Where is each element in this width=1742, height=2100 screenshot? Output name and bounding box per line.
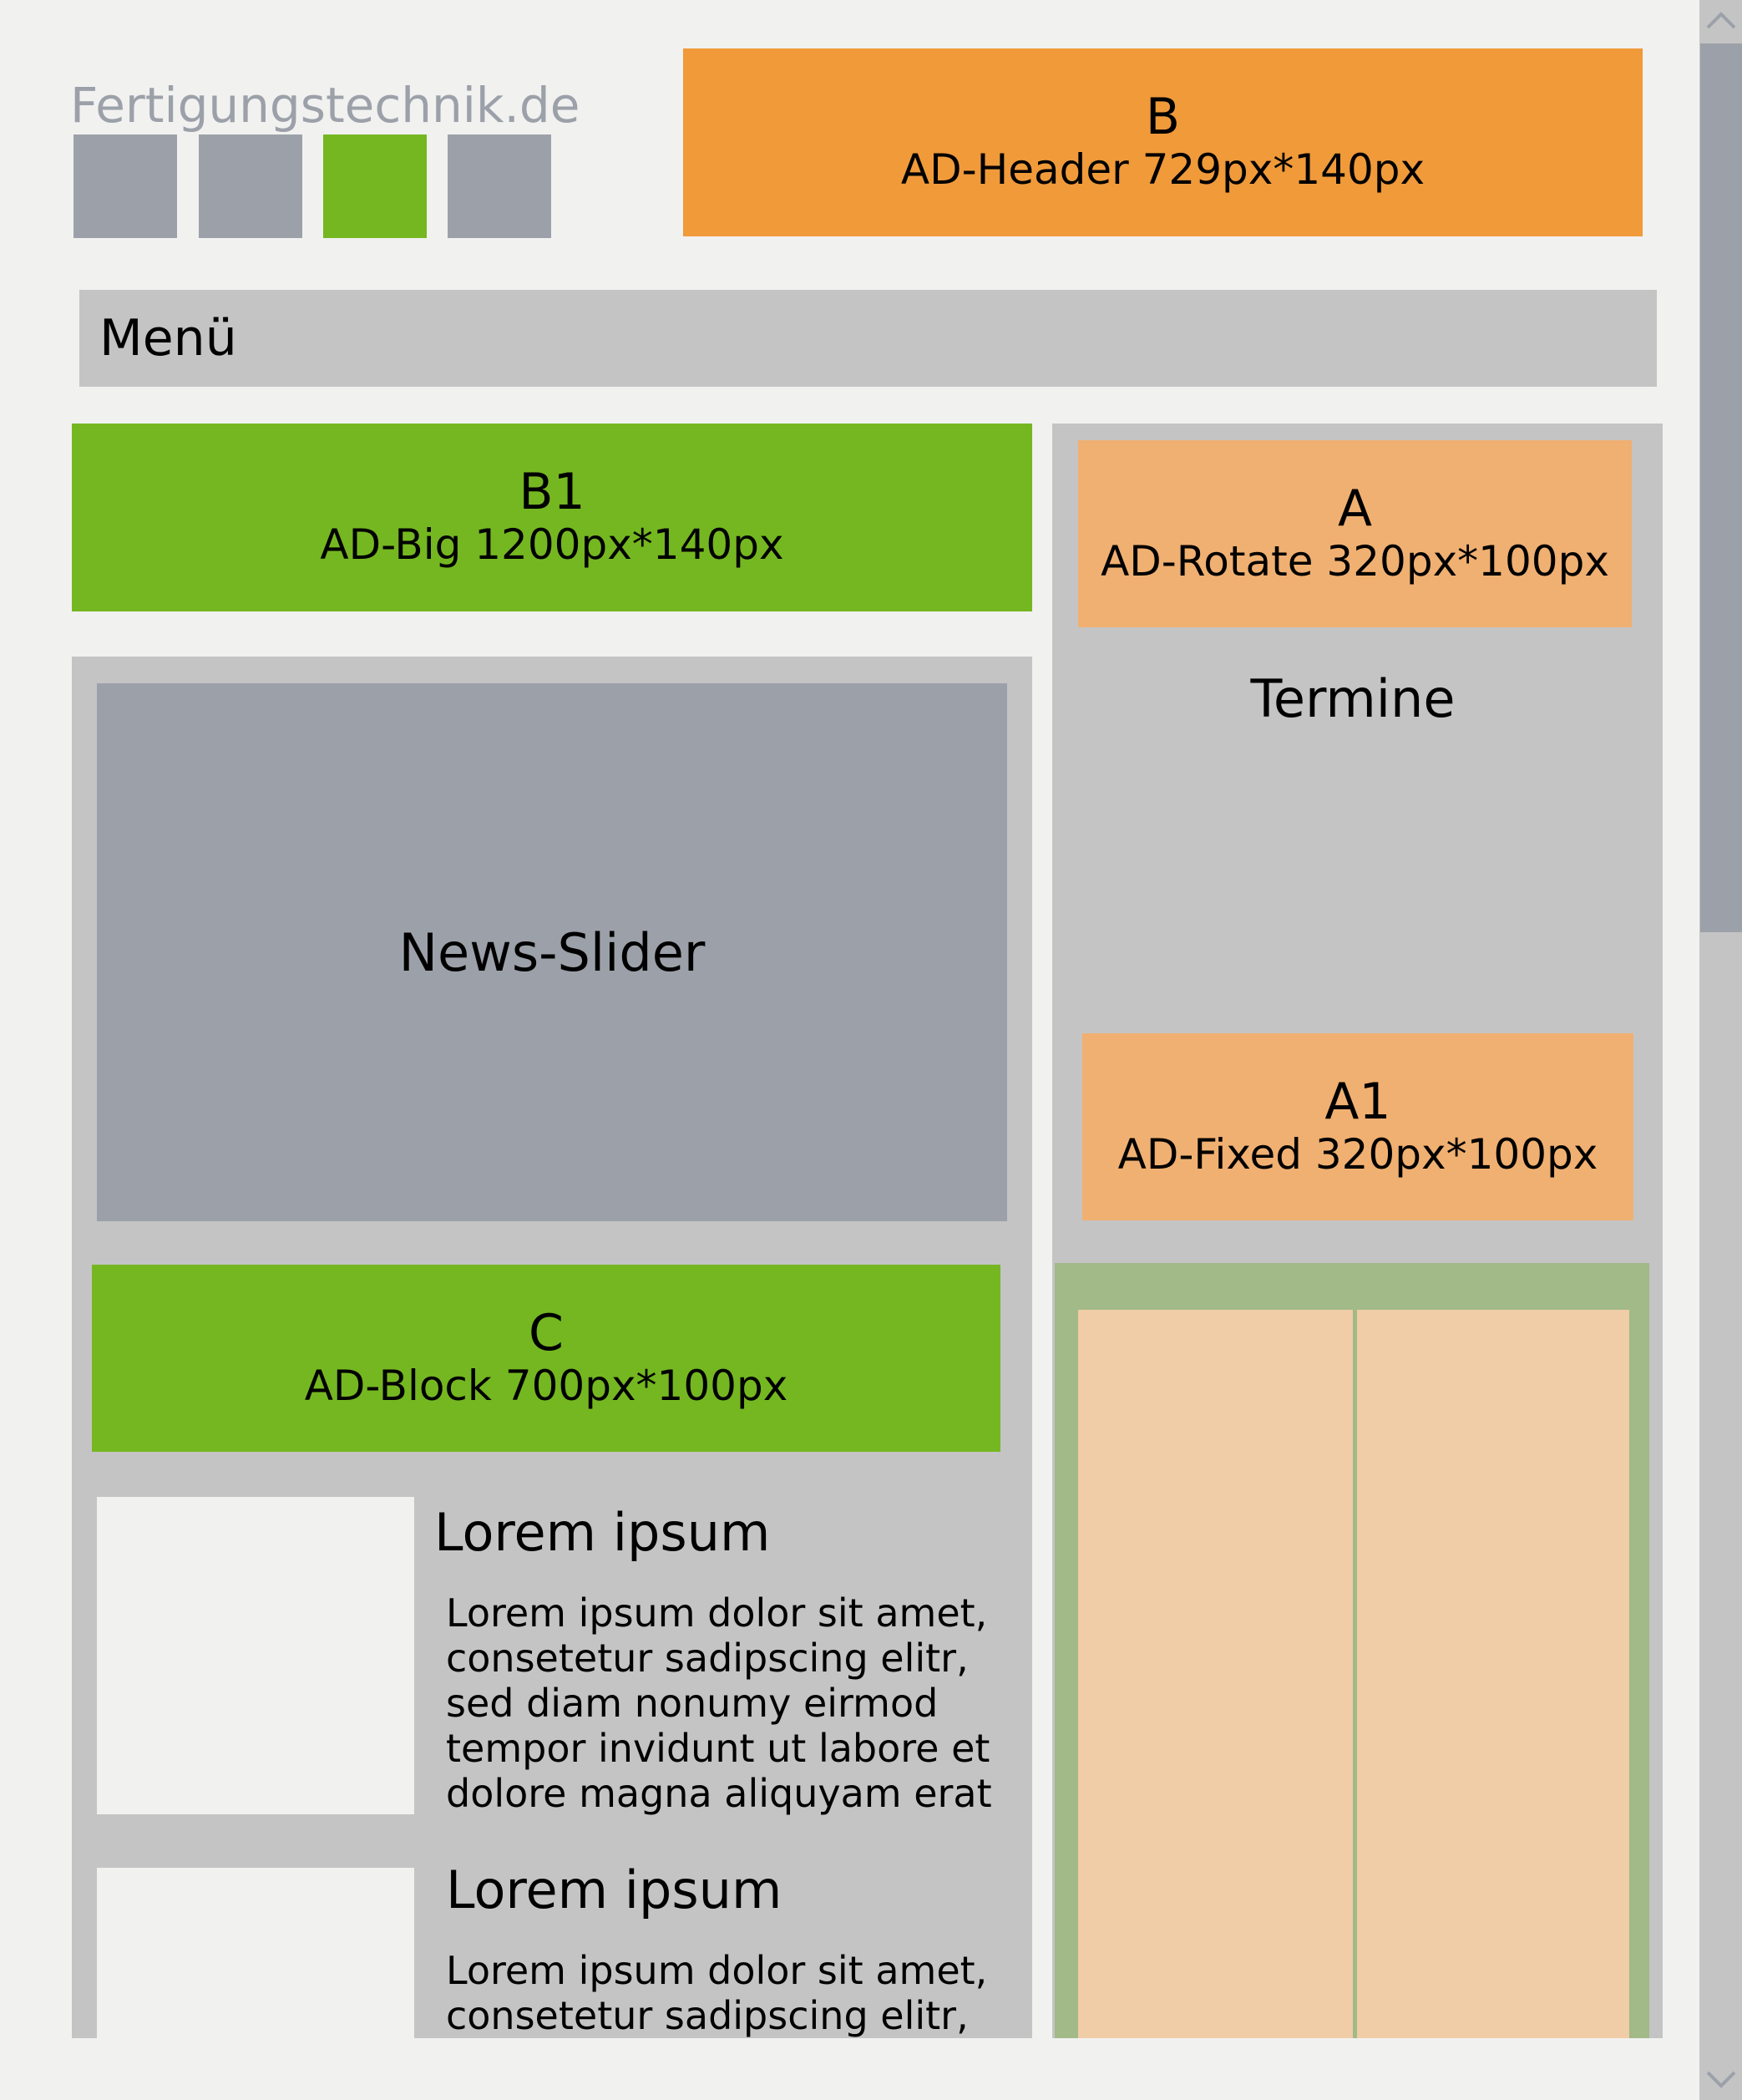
article-text-line: tempor invidunt ut labore et	[446, 1726, 990, 1771]
logo-square-2	[199, 134, 302, 238]
logo-square-1	[73, 134, 177, 238]
article-title[interactable]: Lorem ipsum	[446, 1859, 782, 1920]
article-text-line: dolore magna aliquyam erat	[446, 1771, 992, 1816]
article-thumbnail[interactable]	[97, 1868, 414, 2038]
ad-block-dims: AD-Block 700px*100px	[304, 1361, 788, 1410]
ad-big-code: B1	[519, 463, 585, 521]
ad-block-code: C	[529, 1303, 564, 1362]
news-slider[interactable]	[97, 683, 1007, 1221]
chevron-up-icon[interactable]	[1699, 2, 1742, 40]
scrollbar-thumb[interactable]	[1700, 43, 1742, 932]
ad-big-dims: AD-Big 1200px*140px	[320, 520, 784, 569]
sidebar-widget-left[interactable]	[1078, 1310, 1353, 2038]
ad-block-slot[interactable]	[92, 1265, 1000, 1452]
article-thumbnail[interactable]	[97, 1497, 414, 1814]
ad-fixed-slot[interactable]	[1082, 1033, 1633, 1220]
logo-square-4	[448, 134, 551, 238]
news-slider-label: News-Slider	[398, 921, 706, 983]
article-text	[446, 1590, 992, 1816]
ad-header-dims: AD-Header 729px*140px	[900, 145, 1426, 194]
ad-rotate-code: A	[1337, 479, 1373, 538]
article-text	[446, 1948, 987, 2038]
ad-fixed-code: A1	[1324, 1072, 1391, 1131]
menu-label: Menü	[99, 309, 237, 368]
ad-fixed-dims: AD-Fixed 320px*100px	[1117, 1129, 1598, 1179]
site-logo[interactable]: Fertigungstechnik.de	[70, 77, 580, 134]
ad-rotate-dims: AD-Rotate 320px*100px	[1101, 536, 1609, 586]
ad-rotate-slot[interactable]	[1078, 440, 1632, 627]
logo-square-3	[323, 134, 427, 238]
main-menu[interactable]	[79, 290, 1657, 387]
article-text-line: Lorem ipsum dolor sit amet,	[446, 1948, 988, 1993]
article-title[interactable]: Lorem ipsum	[434, 1502, 771, 1563]
sidebar-widget-right[interactable]	[1357, 1310, 1629, 2038]
article-text-line: sed diam nonumy eirmod	[446, 1681, 939, 1726]
events-heading: Termine	[1250, 668, 1456, 729]
article-text-line: consetetur sadipscing elitr,	[446, 1993, 969, 2038]
chevron-down-icon[interactable]	[1699, 2060, 1742, 2098]
ad-header-code: B	[1145, 88, 1181, 146]
ad-big-slot[interactable]	[72, 424, 1032, 611]
ad-header-slot[interactable]	[683, 48, 1643, 236]
article-text-line: consetetur sadipscing elitr,	[446, 1636, 969, 1681]
article-text-line: Lorem ipsum dolor sit amet,	[446, 1590, 988, 1636]
